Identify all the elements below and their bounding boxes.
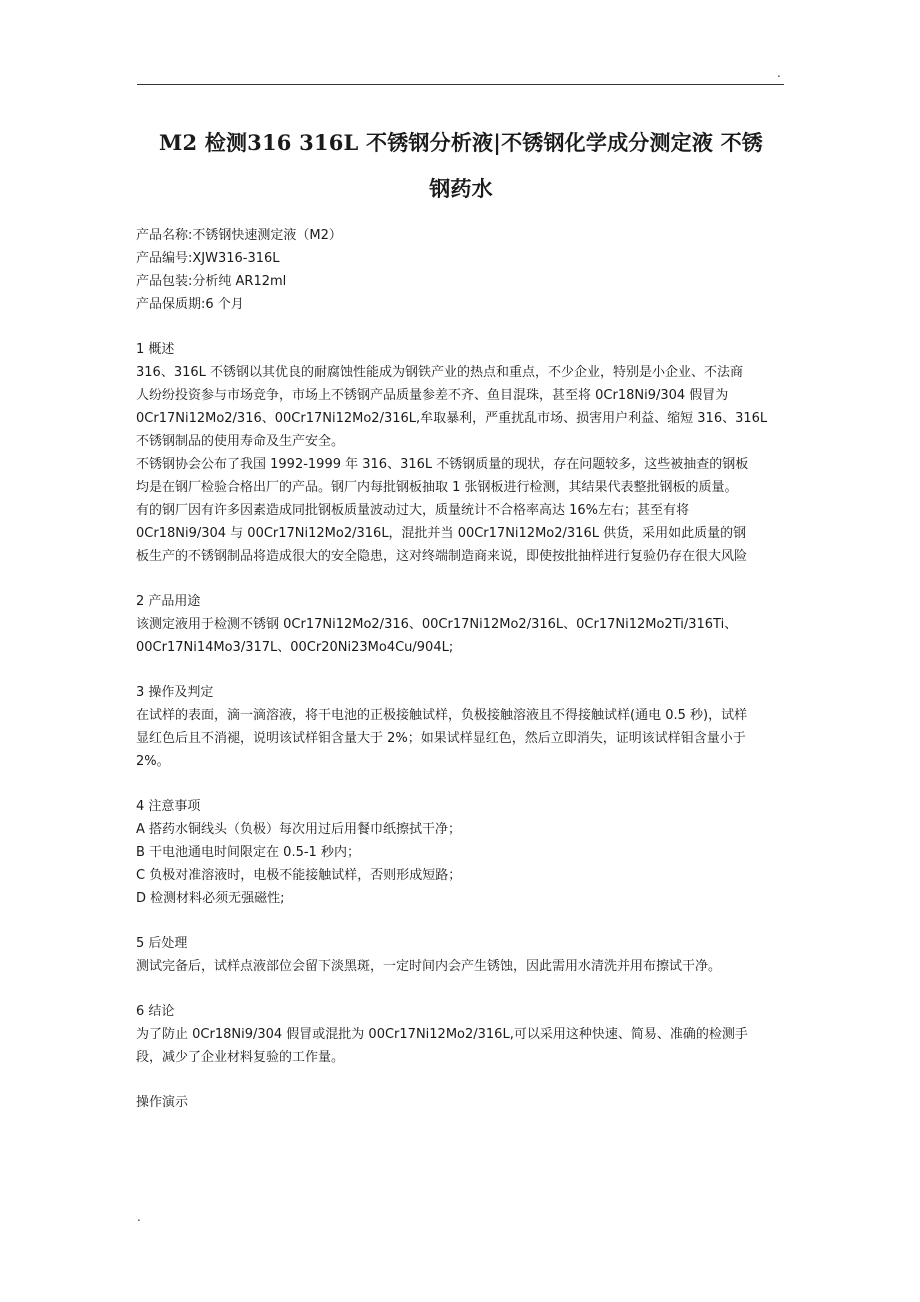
section-heading: 5 后处理 (136, 936, 188, 951)
section-6 (136, 1000, 786, 1069)
section-3 (136, 681, 786, 773)
section-gap (136, 659, 786, 681)
section-line: 00Cr17Ni14Mo3/317L、00Cr20Ni23Mo4Cu/904L; (136, 640, 454, 655)
section-line: 2%。 (136, 754, 170, 769)
sections (136, 316, 786, 1114)
section-line: 为了防止 0Cr18Ni9/304 假冒或混批为 00Cr17Ni12Mo2/316L,可以采用这种快速、简易、准确的检测手 (136, 1027, 748, 1042)
section-5 (136, 932, 786, 978)
section-heading: 1 概述 (136, 342, 175, 357)
section-line: 板生产的不锈钢制品将造成很大的安全隐患，这对终端制造商来说，即使按批抽样进行复验仍存在很大风险 (136, 549, 748, 564)
section-gap (136, 773, 786, 795)
section-2 (136, 590, 786, 659)
section-line: C 负极对准溶液时，电极不能接触试样，否则形成短路； (136, 868, 462, 883)
section-line: 在试样的表面，滴一滴溶液，将干电池的正极接触试样，负极接触溶液且不得接触试样(通电 0.5 秒)，试样 (136, 708, 748, 723)
section-line: 显红色后且不消褪，说明该试样钼含量大于 2%；如果试样显红色，然后立即消失，证明该试样钼含量小于 (136, 731, 746, 746)
section-line: 均是在钢厂检验合格出厂的产品。钢厂内每批钢板抽取 1 张钢板进行检测，其结果代表整批钢板的质量。 (136, 480, 738, 495)
document-content (136, 120, 786, 1114)
section-line: 0Cr17Ni12Mo2/316、00Cr17Ni12Mo2/316L,牟取暴利，严重扰乱市场、损害用户利益、缩短 316、316L (136, 411, 768, 426)
section-4 (136, 795, 786, 910)
header-dot: . (777, 66, 781, 80)
section-line: 0Cr18Ni9/304 与 00Cr17Ni12Mo2/316L，混批并当 00Cr17Ni12Mo2/316L 供货，采用如此质量的钢 (136, 526, 747, 541)
section-7 (136, 1091, 786, 1114)
section-heading: 3 操作及判定 (136, 685, 214, 700)
section-line: D 检测材料必须无强磁性; (136, 891, 285, 906)
section-line: 段，减少了企业材料复验的工作量。 (136, 1050, 345, 1065)
title-line-1: M2 检测316 316L 不锈钢分析液|不锈钢化学成分测定液 不锈 (159, 130, 763, 155)
section-heading: 4 注意事项 (136, 799, 201, 814)
section-gap (136, 910, 786, 932)
product-name: 产品名称:不锈钢快速测定液（M2） (136, 228, 342, 243)
product-code: 产品编号:XJW316-316L (136, 251, 280, 266)
header-rule (137, 84, 784, 85)
section-gap (136, 568, 786, 590)
section-line: 测试完备后，试样点液部位会留下淡黑斑，一定时间内会产生锈蚀，因此需用水清洗并用布擦试干净。 (136, 959, 722, 974)
section-heading: 2 产品用途 (136, 594, 201, 609)
title-line-2: 钢药水 (429, 176, 493, 201)
section-line: 人纷纷投资参与市场竞争，市场上不锈钢产品质量参差不齐、鱼目混珠，甚至将 0Cr18Ni9/304 假冒为 (136, 388, 729, 403)
section-1 (136, 338, 786, 568)
section-line: A 搭药水铜线头（负极）每次用过后用餐巾纸擦拭干净； (136, 822, 462, 837)
document-title (136, 120, 786, 212)
footer-dot: . (137, 1210, 141, 1224)
section-line: 316、316L 不锈钢以其优良的耐腐蚀性能成为钢铁产业的热点和重点，不少企业，特别是小企业、不法商 (136, 365, 744, 380)
section-line: 有的钢厂因有许多因素造成同批钢板质量波动过大，质量统计不合格率高达 16%左右；甚至有将 (136, 503, 690, 518)
product-package: 产品包装:分析纯 AR12ml (136, 274, 287, 289)
section-heading: 操作演示 (136, 1095, 189, 1110)
section-gap (136, 978, 786, 1000)
section-line: 该测定液用于检测不锈钢 0Cr17Ni12Mo2/316、00Cr17Ni12Mo2/316L、0Cr17Ni12Mo2Ti/316Ti、 (136, 617, 738, 632)
section-line: 不锈钢协会公布了我国 1992-1999 年 316、316L 不锈钢质量的现状，存在问题较多，这些被抽查的钢板 (136, 457, 749, 472)
section-gap (136, 1069, 786, 1091)
section-heading: 6 结论 (136, 1004, 175, 1019)
section-line: 不锈钢制品的使用寿命及生产安全。 (136, 434, 345, 449)
section-gap (136, 316, 786, 338)
product-info (136, 224, 786, 316)
section-line: B 干电池通电时间限定在 0.5-1 秒内； (136, 845, 360, 860)
product-shelf-life: 产品保质期:6 个月 (136, 297, 244, 312)
